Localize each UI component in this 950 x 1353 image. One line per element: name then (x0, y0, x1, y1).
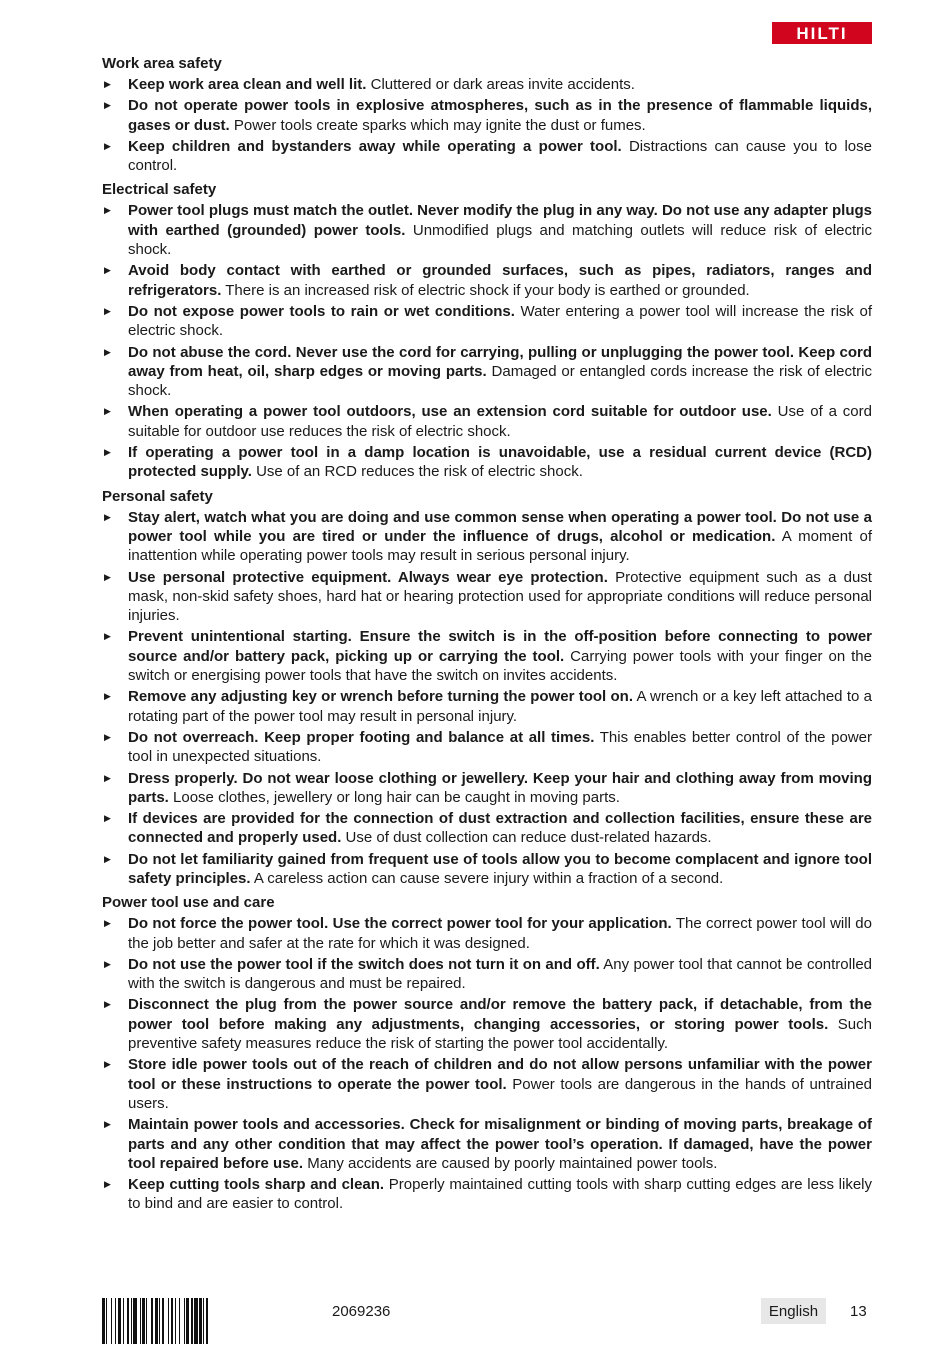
document-body (102, 52, 872, 1216)
list-item (102, 627, 872, 685)
item-explanation: Protective equipment such as a dust mask, non-skid safety shoes, hard hat or hearing protection used for appropriate conditions will reduce personal injuries. (128, 568, 872, 625)
item-instruction: Disconnect the plug from the power source and/or remove the battery pack, if detachable, from the power tool before making any adjustments, changing accessories, or storing power tools. (128, 996, 872, 1033)
list-item (102, 75, 872, 94)
item-instruction: If devices are provided for the connection of dust extraction and collection facilities, ensure these are connected and properly used. (128, 810, 872, 847)
item-instruction: Do not operate power tools in explosive atmospheres, such as in the presence of flammable liquids, gases or dust. (128, 97, 872, 134)
triangle-bullet-icon: ▶ (104, 918, 111, 929)
item-instruction: Do not expose power tools to rain or wet conditions. (128, 302, 515, 320)
list-item (102, 955, 872, 994)
item-instruction: Dress properly. Do not wear loose clothing or jewellery. Keep your hair and clothing away from moving parts. (128, 769, 872, 806)
triangle-bullet-icon: ▶ (104, 265, 111, 276)
item-instruction: If operating a power tool in a damp location is unavoidable, use a residual current device (RCD) protected supply. (128, 444, 872, 481)
triangle-bullet-icon: ▶ (104, 1059, 111, 1070)
item-explanation: Cluttered or dark areas invite accidents. (366, 76, 635, 93)
hilti-logo (772, 22, 872, 44)
list-item (102, 1175, 872, 1214)
triangle-bullet-icon: ▶ (104, 691, 111, 702)
item-instruction: Do not use the power tool if the switch does not turn it on and off. (128, 955, 600, 973)
item-explanation: Many accidents are caused by poorly maintained power tools. (303, 1154, 718, 1172)
triangle-bullet-icon: ▶ (104, 346, 111, 357)
item-instruction: Do not abuse the cord. Never use the cord for carrying, pulling or unplugging the power tool. Keep cord away from heat, oil, sharp edges or moving parts. (128, 343, 872, 380)
item-instruction: Avoid body contact with earthed or grounded surfaces, such as pipes, radiators, ranges and refrigerators. (128, 262, 872, 299)
list-item (102, 809, 872, 848)
item-instruction: Power tool plugs must match the outlet. Never modify the plug in any way. Do not use any adapter plugs with earthed (grounded) power tools. (128, 202, 872, 239)
item-instruction: Do not force the power tool. Use the correct power tool for your application. (128, 915, 672, 933)
triangle-bullet-icon: ▶ (104, 571, 111, 582)
list-item (102, 1115, 872, 1173)
item-instruction: Store idle power tools out of the reach of children and do not allow persons unfamiliar with the power tool or these instructions to operate the power tool. (128, 1056, 872, 1093)
item-instruction: Do not let familiarity gained from frequent use of tools allow you to become complacent and ignore tool safety principles. (128, 850, 872, 887)
triangle-bullet-icon: ▶ (104, 631, 111, 642)
list-item (102, 402, 872, 441)
item-explanation: Use of a cord suitable for outdoor use reduces the risk of electric shock. (128, 403, 872, 440)
item-explanation: Power tools create sparks which may ignite the dust or fumes. (229, 116, 646, 134)
item-explanation: A wrench or a key left attached to a rotating part of the power tool may result in personal injury. (128, 688, 872, 725)
item-explanation: Use of an RCD reduces the risk of electric shock. (251, 463, 583, 481)
list-item (102, 302, 872, 341)
triangle-bullet-icon: ▶ (104, 853, 111, 864)
section-title: Electrical safety (102, 181, 217, 199)
logo-text: HILTI (796, 23, 848, 43)
section-title: Power tool use and care (102, 894, 275, 912)
section-title: Work area safety (102, 55, 222, 72)
triangle-bullet-icon: ▶ (104, 813, 111, 824)
list-item (102, 261, 872, 300)
item-instruction: Keep cutting tools sharp and clean. (128, 1176, 385, 1194)
item-instruction: Maintain power tools and accessories. Check for misalignment or binding of moving parts, breakage of parts and any other condition that may affect the power tool’s operation. If damaged, have the power tool repaired before use. (128, 1116, 872, 1172)
item-explanation: Distractions can cause you to lose control. (128, 137, 872, 175)
item-explanation: Unmodified plugs and matching outlets will reduce risk of electric shock. (128, 221, 872, 259)
list-item (102, 508, 872, 566)
triangle-bullet-icon: ▶ (104, 1119, 111, 1130)
item-instruction: Do not overreach. Keep proper footing and balance at all times. (128, 728, 595, 746)
language-badge: English (761, 1298, 826, 1324)
list-item (102, 850, 872, 889)
page-footer (0, 1290, 950, 1350)
item-explanation: Power tools are dangerous in the hands of untrained users. (128, 1075, 873, 1112)
item-instruction: Keep work area clean and well lit. (128, 76, 367, 93)
list-item (102, 995, 872, 1053)
item-explanation: The correct power tool will do the job better and safer at the rate for which it was designed. (128, 915, 872, 952)
triangle-bullet-icon: ▶ (104, 140, 111, 151)
item-explanation: A careless action can cause severe injury within a fraction of a second. (250, 869, 724, 887)
list-item (102, 687, 872, 726)
list-item (102, 1055, 872, 1113)
triangle-bullet-icon: ▶ (104, 205, 111, 216)
triangle-bullet-icon: ▶ (104, 772, 111, 783)
document-number: 2069236 (332, 1303, 391, 1320)
triangle-bullet-icon: ▶ (104, 305, 111, 316)
triangle-bullet-icon: ▶ (104, 447, 111, 458)
item-explanation: Damaged or entangled cords increase the risk of electric shock. (128, 362, 872, 400)
item-instruction: Stay alert, watch what you are doing and use common sense when operating a power tool. Do not use a power tool while you are tired or under the influence of drugs, alcohol or medication. (128, 508, 872, 545)
item-explanation: A moment of inattention while operating power tools may result in serious personal injury. (128, 527, 873, 565)
triangle-bullet-icon: ▶ (104, 958, 111, 969)
item-explanation: Such preventive safety measures reduce the risk of starting the power tool accidentally. (128, 1015, 872, 1053)
item-explanation: There is an increased risk of electric shock if your body is earthed or grounded. (221, 281, 750, 299)
list-item (102, 769, 872, 808)
triangle-bullet-icon: ▶ (104, 1179, 111, 1190)
item-explanation: Loose clothes, jewellery or long hair can be caught in moving parts. (168, 788, 620, 806)
item-instruction: Remove any adjusting key or wrench before turning the power tool on. (128, 688, 634, 706)
triangle-bullet-icon: ▶ (104, 999, 111, 1010)
list-item (102, 96, 872, 135)
section-title: Personal safety (102, 487, 213, 505)
triangle-bullet-icon: ▶ (104, 100, 111, 111)
item-instruction: When operating a power tool outdoors, use an extension cord suitable for outdoor use. (128, 403, 772, 421)
item-explanation: Properly maintained cutting tools with sharp cutting edges are less likely to bind and are easier to control. (128, 1176, 872, 1213)
page-number: 13 (850, 1303, 867, 1320)
item-explanation: This enables better control of the power tool in unexpected situations. (128, 728, 872, 766)
list-item (102, 914, 872, 953)
item-explanation: Carrying power tools with your finger on the switch or energising power tools that have the switch on invites accidents. (128, 647, 872, 685)
list-item (102, 137, 872, 176)
triangle-bullet-icon: ▶ (104, 511, 111, 522)
barcode-image (102, 1298, 312, 1344)
list-item (102, 343, 872, 401)
item-instruction: Use personal protective equipment. Always wear eye protection. (128, 568, 608, 586)
triangle-bullet-icon: ▶ (104, 406, 111, 417)
list-item (102, 201, 872, 259)
triangle-bullet-icon: ▶ (104, 731, 111, 742)
item-instruction: Prevent unintentional starting. Ensure the switch is in the off-position before connecting to power source and/or battery pack, picking up or carrying the tool. (128, 628, 872, 665)
list-item (102, 443, 872, 482)
list-item (102, 568, 872, 626)
item-explanation: Any power tool that cannot be controlled with the switch is dangerous and must be repaired. (128, 955, 872, 993)
item-explanation: Use of dust collection can reduce dust-related hazards. (341, 829, 712, 847)
item-instruction: Keep children and bystanders away while operating a power tool. (128, 137, 622, 155)
item-explanation: Water entering a power tool will increase the risk of electric shock. (128, 302, 872, 340)
triangle-bullet-icon: ▶ (104, 79, 111, 89)
list-item (102, 728, 872, 767)
